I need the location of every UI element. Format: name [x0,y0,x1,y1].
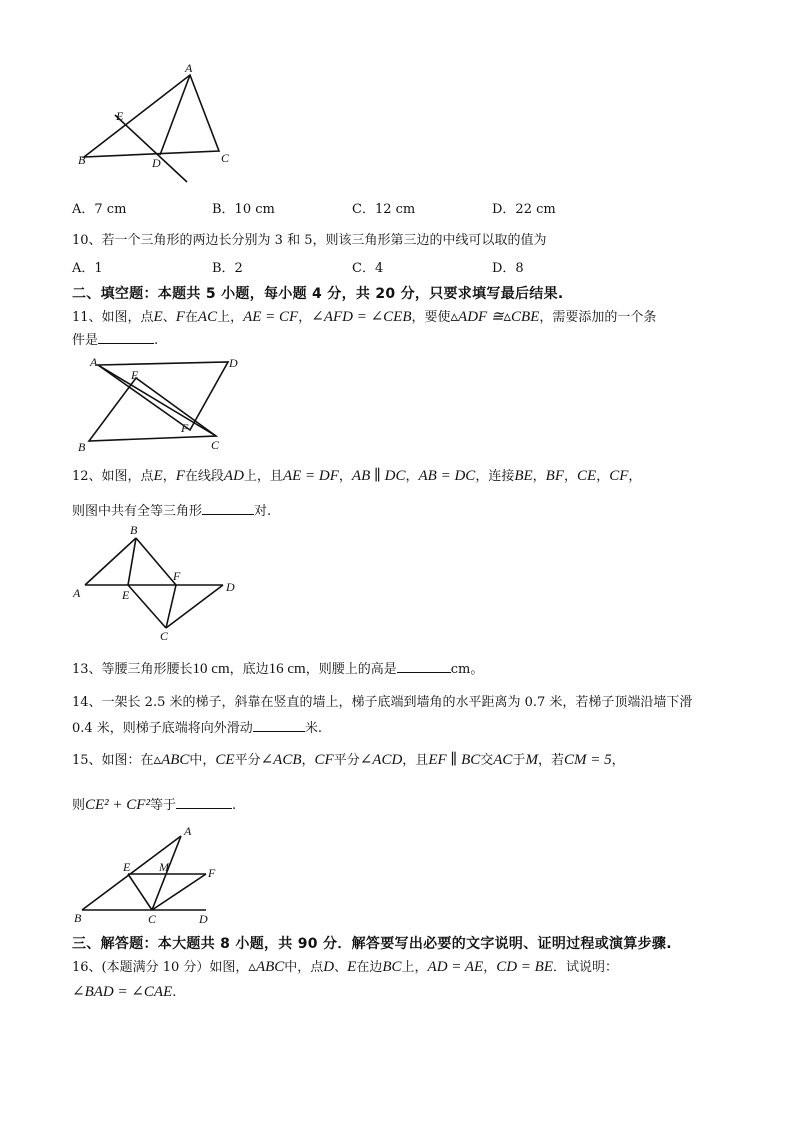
q15-text: 交 [480,753,494,768]
q9-label-d: D [152,156,161,170]
q12-label-e: E [122,588,130,602]
q15-line1 [72,751,625,770]
q11-text: 11、如图，点 [72,310,154,325]
q10-option-d: D．8 [492,261,524,276]
q9-line-ed [115,115,187,182]
q10-option-b: B．2 [212,261,243,276]
q16-text: 在边 [356,960,383,975]
q11-label-d: D [229,356,238,370]
q15-text: . [231,798,237,813]
q15-text: 平分 [234,753,261,768]
q14-text: 0.4 米，则梯子底端将向外滑动 [72,721,253,736]
q12-text: ， [532,469,546,484]
q11-text: ， [298,310,312,325]
q9-label-a: A [185,61,193,75]
q11-math: AC [197,309,218,325]
q16-line2 [72,983,176,1002]
q12-text: ， [162,469,176,484]
q16-text: 上， [401,960,428,975]
q9-option-a: A．7 cm [72,202,127,217]
q10-option-a: A．1 [72,261,103,276]
q15-text: 于 [512,753,526,768]
q12-math: AE = DF [282,468,339,484]
q15-label-a: A [184,824,192,838]
q9-triangle-abc [84,75,219,157]
q9-label-c: C [221,151,230,165]
q12-math: CE [577,468,597,484]
q14-answer-blank[interactable] [253,719,305,732]
q13-line [72,660,483,679]
q12-label-a: A [73,586,81,600]
q12-label-c: C [160,629,169,643]
q12-text: ，连接 [475,469,515,484]
q15-line-fc [152,874,206,910]
q15-text: 平分 [333,753,360,768]
q11-answer-blank[interactable] [98,331,154,344]
q15-math: CE [215,752,235,768]
q11-text: 上， [217,310,244,325]
q12-text: ， [596,469,610,484]
q15-math: CF [314,752,334,768]
q16-text: ， [483,960,497,975]
q16-math: CD = BE [496,959,554,975]
q16-text: 、 [334,960,348,975]
q16-text: ．试说明： [553,960,619,975]
q16-line1 [72,958,618,977]
q15-text: 15、如图：在 [72,753,154,768]
q12-math: BF [545,468,564,484]
q15-math: M [525,752,538,768]
q12-figure [72,525,252,643]
q15-figure [72,822,232,928]
q12-line1 [72,467,641,486]
q12-math: CF [609,468,629,484]
q11-math: AE = CF [243,309,299,325]
q16-math: ∠BAD = ∠CAE [72,984,173,1000]
q13-math: 10 cm [192,661,230,677]
q15-label-f: F [208,866,216,880]
q11-math: ∠AFD = ∠CEB [311,309,412,325]
q12-text: 对. [254,504,272,519]
q12-line-ab [85,538,136,585]
q15-math: ▵ABC [153,752,190,768]
q12-text: 则图中共有全等三角形 [72,504,203,519]
q11-math: ▵ADF ≅▵CBE [450,309,540,325]
q15-label-d: D [199,912,208,926]
q11-line-ac [98,365,216,436]
q13-text: cm。 [450,662,484,677]
q12-label-b: B [130,525,138,537]
q12-text: 上，且 [243,469,283,484]
q16-math: D [323,959,335,975]
q12-label-f: F [173,569,181,583]
q11-label-c: C [211,438,220,452]
q15-math: CE² + CF² [85,797,150,813]
q15-text: ，若 [537,753,564,768]
q15-math: CM = 5 [563,752,612,768]
q11-text: ，需要添加的一个条 [539,310,657,325]
q10-question: 10、若一个三角形的两边长分别为 3 和 5，则该三角形第三边的中线可以取的值为 [72,233,547,248]
q13-text: ，底边 [229,662,269,677]
q15-answer-blank[interactable] [176,796,232,809]
q15-text: 等于 [149,798,176,813]
q15-line-ec [128,874,152,910]
q11-text: 在 [184,310,198,325]
q12-line-ec [128,585,166,628]
q11-text: 件是 [72,333,99,348]
q15-math: EF ∥ BC [428,752,481,768]
section2-heading: 二、填空题：本题共 5 小题，每小题 4 分，共 20 分，只要求填写最后结果. [72,286,564,302]
q15-label-b: B [74,911,82,925]
q15-math: ∠ACB [260,752,302,768]
q12-text: ， [405,469,419,484]
q11-text: ，要使 [411,310,451,325]
q12-math: AB = DC [418,468,476,484]
q14-line1: 14、一架长 2.5 米的梯子，斜靠在竖直的墙上，梯子底端到墙角的水平距离为 0.7 米，若梯子顶端沿墙下滑 [72,695,693,710]
q11-text: . [154,333,159,348]
q13-math: 16 cm [268,661,306,677]
q15-text: ， [611,753,625,768]
q11-label-a: A [90,355,98,369]
q12-line-bf [136,538,176,585]
q11-math: F [175,309,185,325]
q16-math: AD = AE [427,959,484,975]
q16-text: . [172,985,177,1000]
q9-option-d: D．22 cm [492,202,556,217]
q15-text: 中， [189,753,216,768]
q12-text: 12、如图，点 [72,469,154,484]
q9-label-e: E [116,109,124,123]
q15-text: 则 [72,798,86,813]
q12-text: ， [628,469,642,484]
q15-label-c: C [148,912,157,926]
q12-math: AD [223,468,244,484]
q15-text: ，且 [402,753,429,768]
q11-figure [72,350,252,455]
q11-label-e: E [131,368,139,382]
q12-line2 [72,502,271,521]
q13-text: ，则腰上的高是 [305,662,397,677]
q12-text: ， [338,469,352,484]
q14-line2 [72,719,322,738]
q11-math: E [153,309,163,325]
q11-triangle-adf [98,362,228,430]
q16-math: E [347,959,357,975]
q16-math: BC [382,959,402,975]
q12-label-d: D [226,580,235,594]
q10-option-c: C．4 [352,261,384,276]
q9-option-b: B．10 cm [212,202,275,217]
q15-line2 [72,796,236,815]
q14-text: 米. [304,721,322,736]
q11-line1 [72,308,656,327]
q9-label-b: B [78,153,86,167]
q12-text: ， [564,469,578,484]
q15-label-e: E [123,860,131,874]
q11-triangle-ebc [89,378,216,441]
q11-text: 、 [162,310,176,325]
q9-figure [70,60,260,190]
section3-heading: 三、解答题：本大题共 8 小题，共 90 分．解答要写出必要的文字说明、证明过程或演算步骤. [72,936,672,952]
q11-label-f: F [181,421,189,435]
q12-math: AB ∥ DC [351,468,406,484]
q13-answer-blank[interactable] [397,660,451,673]
q11-label-b: B [78,440,86,454]
q16-text: 中，点 [284,960,324,975]
q15-math: AC [493,752,513,768]
q12-math: F [175,468,185,484]
q12-answer-blank[interactable] [202,502,254,515]
q16-text: 16、(本题满分 10 分）如图， [72,960,249,975]
q15-math: ∠ACD [359,752,403,768]
q12-math: E [153,468,163,484]
q12-text: 在线段 [184,469,224,484]
q16-math: ▵ABC [248,959,285,975]
q13-text: 13、等腰三角形腰长 [72,662,193,677]
q12-math: BE [514,468,533,484]
q9-option-c: C．12 cm [352,202,416,217]
q11-line2 [72,331,158,350]
q15-text: ， [301,753,315,768]
q15-label-m: M [159,860,169,874]
